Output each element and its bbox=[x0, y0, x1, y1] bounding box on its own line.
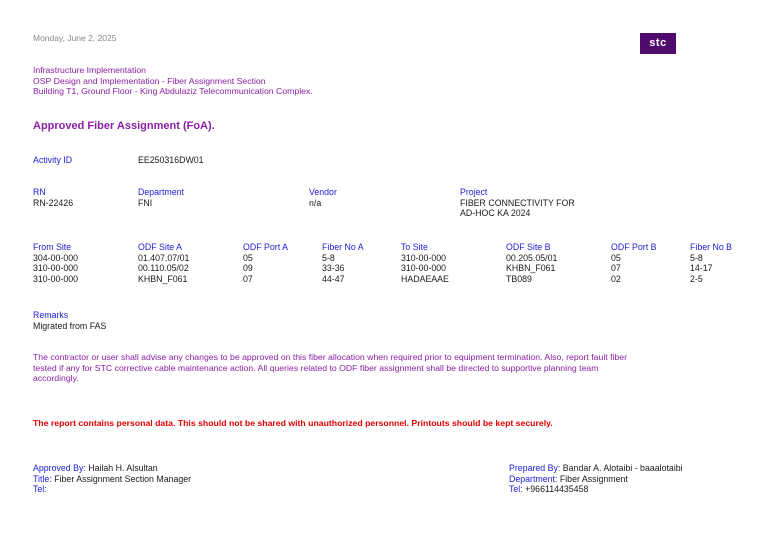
fiber-assignment-table bbox=[33, 242, 750, 284]
table-header-row bbox=[33, 242, 750, 253]
vendor-label: Vendor bbox=[309, 187, 337, 197]
table-cell: 304-00-000 bbox=[33, 252, 78, 263]
activity-id-value: EE250316DW01 bbox=[138, 155, 204, 165]
project-value-line: AD-HOC KA 2024 bbox=[460, 208, 531, 218]
project-label: Project bbox=[460, 187, 488, 197]
rn-label: RN bbox=[33, 187, 46, 197]
prepared-by-label: Prepared By: bbox=[509, 463, 561, 473]
column-header: To Site bbox=[401, 242, 428, 252]
remarks-value: Migrated from FAS bbox=[33, 320, 107, 331]
table-cell: 5-8 bbox=[322, 252, 335, 263]
prepared-dept-label: Department: bbox=[509, 473, 558, 484]
table-cell: KHBN_F061 bbox=[138, 273, 188, 284]
notice-line: tested if any for STC corrective cable maintenance action. All queries related to ODF fiber assignment shall be directed to supportive planning team bbox=[33, 362, 599, 373]
org-line: OSP Design and Implementation - Fiber Assignment Section bbox=[33, 75, 266, 86]
column-header: ODF Port A bbox=[243, 242, 288, 252]
prepared-by-block bbox=[509, 463, 683, 495]
table-cell: 310-00-000 bbox=[33, 263, 78, 273]
vendor-value: n/a bbox=[309, 197, 322, 208]
prepared-tel-label: Tel: bbox=[509, 484, 523, 494]
table-cell: 310-00-000 bbox=[33, 273, 78, 284]
org-line: Building T1, Ground Floor - King Abdulaziz Telecommunication Complex. bbox=[33, 86, 313, 96]
department-label: Department bbox=[138, 187, 184, 197]
notice-line: accordingly. bbox=[33, 373, 79, 383]
personal-data-warning: The report contains personal data. This should not be shared with unauthorized personnel. Printouts should be kept securely. bbox=[33, 418, 553, 428]
table-cell: 33-36 bbox=[322, 263, 345, 273]
report-date: Monday, June 2, 2025 bbox=[33, 33, 117, 43]
table-cell: HADAEAAE bbox=[401, 273, 449, 284]
table-cell: KHBN_F061 bbox=[506, 263, 556, 273]
table-cell: 310-00-000 bbox=[401, 252, 446, 263]
contractor-notice bbox=[33, 352, 733, 384]
prepared-by-name: Bandar A. Alotaibi - baaalotaibi bbox=[562, 463, 683, 473]
prepared-tel: +966114435458 bbox=[525, 484, 589, 494]
approved-title: Fiber Assignment Section Manager bbox=[54, 473, 192, 484]
table-cell: 44-47 bbox=[322, 273, 345, 284]
column-header: From Site bbox=[33, 242, 72, 252]
column-header: Fiber No B bbox=[690, 242, 733, 252]
table-cell: 00.110.05/02 bbox=[138, 263, 189, 273]
project-field bbox=[460, 187, 575, 219]
table-cell: 310-00-000 bbox=[401, 263, 446, 273]
organization-block bbox=[33, 65, 313, 97]
table-cell: 5-8 bbox=[690, 252, 703, 263]
approved-by-block bbox=[33, 463, 191, 495]
table-cell: 14-17 bbox=[690, 263, 713, 273]
column-header: ODF Site B bbox=[506, 242, 551, 252]
table-cell: 05 bbox=[243, 252, 253, 263]
notice-line: The contractor or user shall advise any changes to be approved on this fiber allocation when required prior to equipment termination. Also, report fault fiber bbox=[33, 352, 627, 362]
table-cell: 01.407.07/01 bbox=[138, 252, 190, 263]
table-cell: 00.205.05/01 bbox=[506, 252, 558, 263]
activity-id-label: Activity ID bbox=[33, 155, 73, 165]
column-header: Fiber No A bbox=[322, 242, 364, 252]
table-cell: 02 bbox=[611, 273, 621, 284]
org-line: Infrastructure Implementation bbox=[33, 65, 146, 75]
table-row bbox=[33, 253, 750, 264]
approved-by-label: Approved By: bbox=[33, 463, 86, 473]
vendor-field bbox=[309, 187, 337, 208]
table-cell: 09 bbox=[243, 263, 253, 273]
table-cell: TB089 bbox=[506, 273, 532, 284]
prepared-dept: Fiber Assignment bbox=[559, 473, 628, 484]
rn-value: RN-22426 bbox=[33, 197, 74, 208]
table-cell: 2-5 bbox=[690, 273, 703, 284]
approved-title-label: Title: bbox=[33, 473, 52, 484]
column-header: ODF Site A bbox=[138, 242, 182, 252]
table-cell: 07 bbox=[243, 273, 253, 284]
remarks-label: Remarks bbox=[33, 310, 69, 320]
project-value-line: FIBER CONNECTIVITY FOR bbox=[460, 197, 575, 208]
stc-logo: stc bbox=[640, 33, 676, 54]
department-field bbox=[138, 187, 184, 208]
approved-tel-label: Tel: bbox=[33, 484, 47, 494]
table-row bbox=[33, 263, 750, 274]
table-cell: 07 bbox=[611, 263, 621, 273]
column-header: ODF Port B bbox=[611, 242, 657, 252]
approved-by-name: Hailah H. Alsultan bbox=[88, 463, 158, 473]
document-title: Approved Fiber Assignment (FoA). bbox=[33, 120, 215, 132]
table-cell: 05 bbox=[611, 252, 621, 263]
department-value: FNI bbox=[138, 197, 153, 208]
rn-field bbox=[33, 187, 73, 208]
remarks-field bbox=[33, 310, 106, 331]
table-row bbox=[33, 274, 750, 285]
